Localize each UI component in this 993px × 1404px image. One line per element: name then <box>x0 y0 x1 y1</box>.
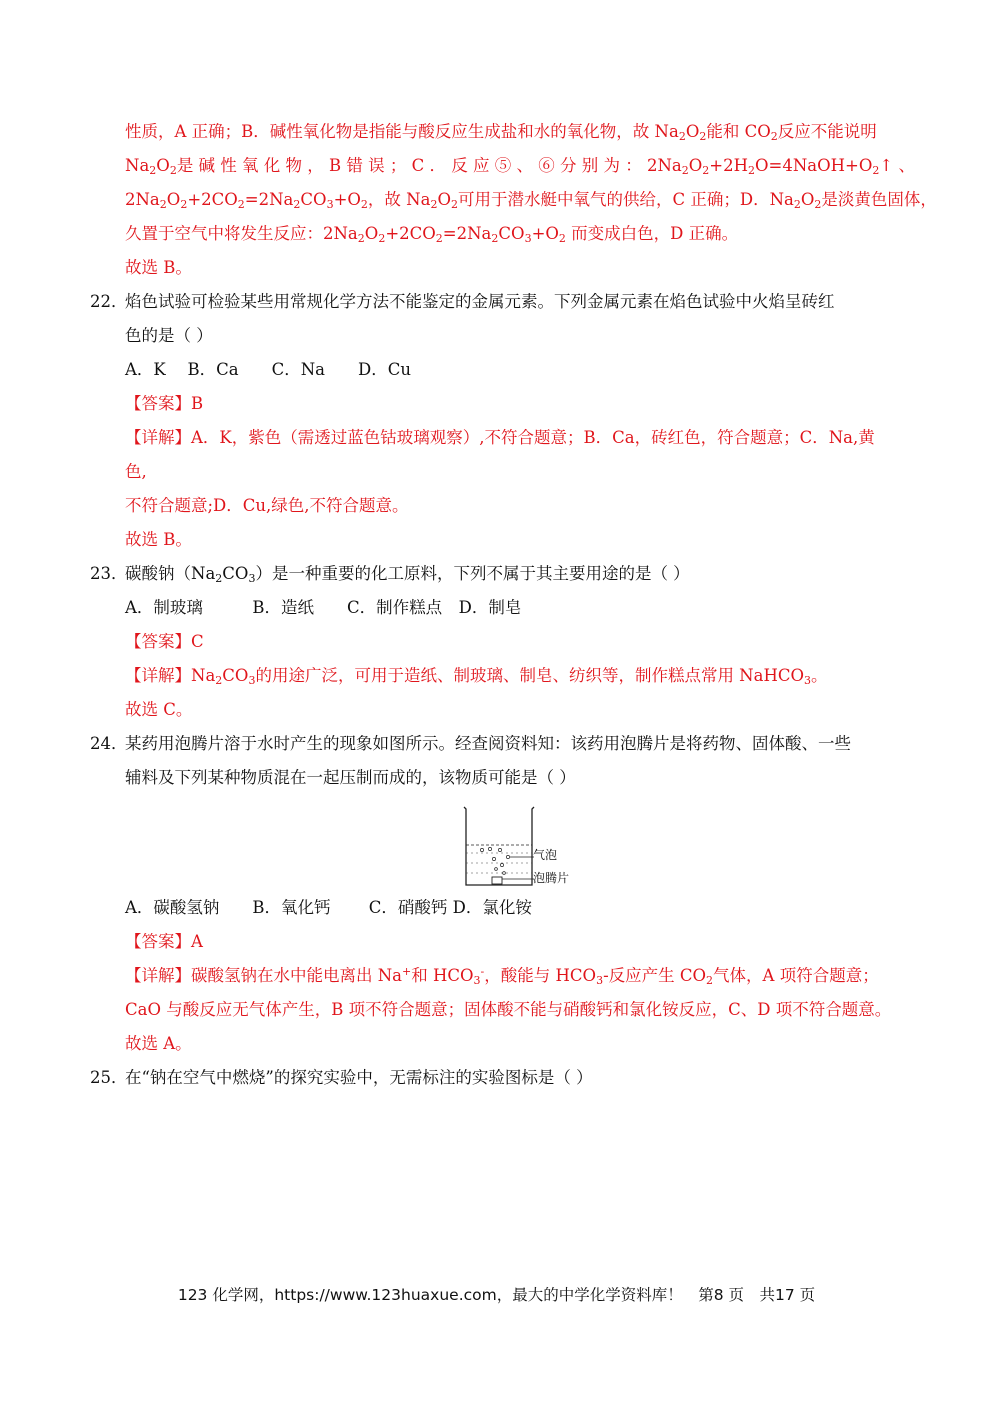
q22-answer: 【答案】B <box>125 394 204 413</box>
q24-detail-1: 【详解】碳酸氢钠在水中能电离出 Na+和 $HCO_3^-$，酸能与 $HCO_3-$反应产生 $CO_2$气体，A 项符合题意； <box>125 965 879 987</box>
q23-conclusion: 故选 C。 <box>125 700 193 719</box>
figure-label-tablet: 泡腾片 <box>533 871 570 885</box>
q23-detail: 【详解】$Na_2CO_3$的用途广泛，可用于造纸、制玻璃、制皂、纺织等，制作糕点常用 NaHCO$_3$。 <box>125 666 828 687</box>
q22-options: A．K B．Ca C．Na D．Cu <box>125 360 411 379</box>
q21-line-3: $2Na_2O_2+2CO_2=2Na_2CO_3+O_2$，故 $Na_2O_2$可用于潜水艇中氧气的供给，C 正确；D．$Na_2O_2$是淡黄色固体， <box>125 190 937 211</box>
q24-conclusion: 故选 A。 <box>125 1034 192 1053</box>
q22-detail-2: 色, <box>125 462 147 481</box>
q24-stem-2: 辅料及下列某种物质混在一起压制而成的，该物质可能是（ ） <box>125 768 576 787</box>
q23-stem: 碳酸钠$(Na_2CO_3)$是一种重要的化工原料，下列不属于其主要用途的是（ ） <box>125 564 690 585</box>
q23-answer: 【答案】C <box>125 632 204 651</box>
q21-conclusion: 故选 B。 <box>125 258 192 277</box>
q22-number: 22． <box>90 292 128 311</box>
q22-conclusion: 故选 B。 <box>125 530 192 549</box>
q24-stem-1: 某药用泡腾片溶于水时产生的现象如图所示。经查阅资料知：该药用泡腾片是将药物、固体酸、一些 <box>125 734 851 753</box>
q22-stem-1: 焰色试验可检验某些用常规化学方法不能鉴定的金属元素。下列金属元素在焰色试验中火焰呈砖红 <box>125 292 835 311</box>
q23-number: 23． <box>90 564 128 583</box>
q21-line-4: 久置于空气中将发生反应：$2Na_2O_2+2CO_2=2Na_2CO_3+O_2$ 而变成白色，D 正确。 <box>125 224 739 245</box>
q22-detail-1: 【详解】A．K，紫色（需透过蓝色钴玻璃观察）,不符合题意；B．Ca，砖红色，符合题意；C．Na,黄 <box>125 428 875 447</box>
q22-detail-3: 不符合题意;D．Cu,绿色,不符合题意。 <box>125 496 409 515</box>
q22-stem-2: 色的是（ ） <box>125 326 213 345</box>
q23-options: A．制玻璃 B．造纸 C．制作糕点 D．制皂 <box>125 598 522 617</box>
q21-line-1: 性质，A 正确；B．碱性氧化物是指能与酸反应生成盐和水的氧化物，故 $Na_2O_2$能和 $CO_2$反应不能说明 <box>125 122 877 143</box>
q24-number: 24． <box>90 734 128 753</box>
q25-number: 25． <box>90 1068 128 1087</box>
q21-line-2: $Na_2O_2$是 碱 性 氧 化 物 ， B 错 误 ； C ． 反 应 ⑤ 、 ⑥ 分 别 为 ： $2Na_2O_2+2H_2O=4NaOH+O_2↑$ 、 <box>125 156 915 177</box>
q24-options: A．碳酸氢钠 B．氧化钙 C．硝酸钙 D．氯化铵 <box>125 898 532 917</box>
beaker-figure <box>460 805 600 890</box>
figure-label-bubble: 气泡 <box>533 848 558 862</box>
q24-detail-2: CaO 与酸反应无气体产生，B 项不符合题意；固体酸不能与硝酸钙和氯化铵反应，C、D 项不符合题意。 <box>125 1000 892 1019</box>
q25-stem: 在“钠在空气中燃烧”的探究实验中，无需标注的实验图标是（ ） <box>125 1068 593 1087</box>
beaker-icon <box>460 805 600 890</box>
page-footer: 123 化学网，https://www.123huaxue.com，最大的中学化学资料库！ 第8 页 共17 页 <box>177 1286 816 1304</box>
q24-answer: 【答案】A <box>125 932 203 951</box>
